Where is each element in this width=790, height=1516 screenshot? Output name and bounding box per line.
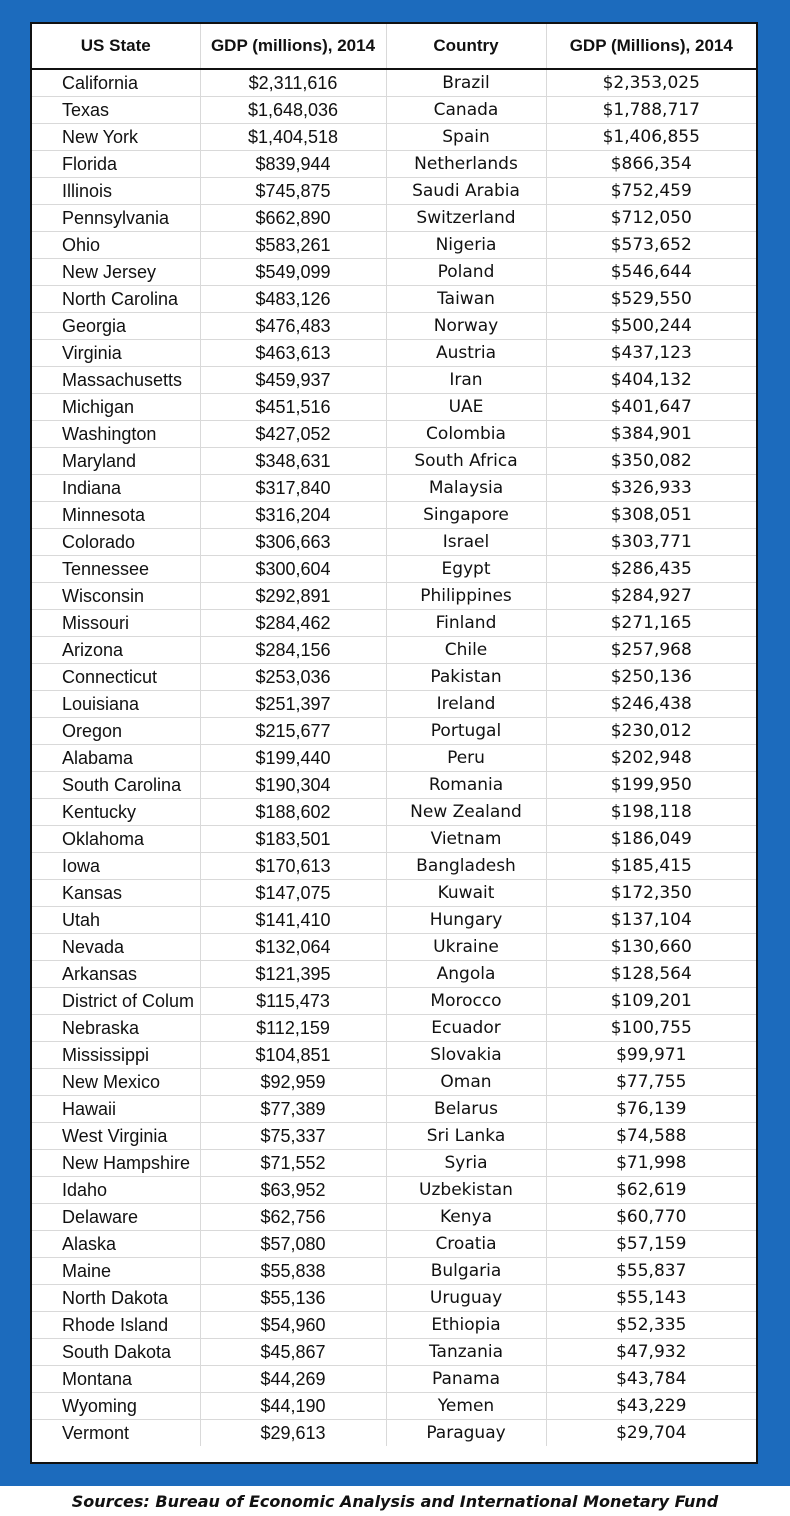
- table-header-row: [32, 24, 756, 69]
- state-gdp-cell: $476,483: [200, 313, 386, 340]
- table-row: [32, 286, 756, 313]
- state-name-cell: Arizona: [32, 637, 200, 664]
- state-gdp-cell: $839,944: [200, 151, 386, 178]
- country-gdp-cell: $55,143: [546, 1285, 756, 1312]
- country-name-cell: Iran: [386, 367, 546, 394]
- state-name-cell: Wyoming: [32, 1393, 200, 1420]
- state-gdp-cell: $63,952: [200, 1177, 386, 1204]
- country-gdp-cell: $137,104: [546, 907, 756, 934]
- country-name-cell: Slovakia: [386, 1042, 546, 1069]
- country-name-cell: Philippines: [386, 583, 546, 610]
- table-row: [32, 1042, 756, 1069]
- state-name-cell: Hawaii: [32, 1096, 200, 1123]
- country-gdp-cell: $230,012: [546, 718, 756, 745]
- country-gdp-cell: $384,901: [546, 421, 756, 448]
- state-gdp-cell: $292,891: [200, 583, 386, 610]
- country-name-cell: Belarus: [386, 1096, 546, 1123]
- country-name-cell: Angola: [386, 961, 546, 988]
- country-name-cell: Singapore: [386, 502, 546, 529]
- state-gdp-cell: $1,648,036: [200, 97, 386, 124]
- table-row: [32, 529, 756, 556]
- state-name-cell: Maine: [32, 1258, 200, 1285]
- state-gdp-cell: $55,838: [200, 1258, 386, 1285]
- state-gdp-cell: $1,404,518: [200, 124, 386, 151]
- state-name-cell: Nevada: [32, 934, 200, 961]
- table-row: [32, 502, 756, 529]
- country-name-cell: Nigeria: [386, 232, 546, 259]
- state-name-cell: Alaska: [32, 1231, 200, 1258]
- country-gdp-cell: $57,159: [546, 1231, 756, 1258]
- country-gdp-cell: $529,550: [546, 286, 756, 313]
- table-row: [32, 178, 756, 205]
- country-gdp-cell: $271,165: [546, 610, 756, 637]
- state-gdp-cell: $199,440: [200, 745, 386, 772]
- table-body: [32, 69, 756, 1446]
- country-name-cell: New Zealand: [386, 799, 546, 826]
- country-name-cell: Ecuador: [386, 1015, 546, 1042]
- state-name-cell: Mississippi: [32, 1042, 200, 1069]
- country-gdp-cell: $71,998: [546, 1150, 756, 1177]
- state-name-cell: Florida: [32, 151, 200, 178]
- country-name-cell: Bulgaria: [386, 1258, 546, 1285]
- state-gdp-cell: $54,960: [200, 1312, 386, 1339]
- country-gdp-cell: $866,354: [546, 151, 756, 178]
- country-name-cell: Pakistan: [386, 664, 546, 691]
- state-gdp-cell: $253,036: [200, 664, 386, 691]
- country-name-cell: Romania: [386, 772, 546, 799]
- state-name-cell: Texas: [32, 97, 200, 124]
- state-gdp-cell: $77,389: [200, 1096, 386, 1123]
- table-row: [32, 1204, 756, 1231]
- table-row: [32, 313, 756, 340]
- state-name-cell: New Hampshire: [32, 1150, 200, 1177]
- state-name-cell: Minnesota: [32, 502, 200, 529]
- state-name-cell: Oklahoma: [32, 826, 200, 853]
- country-gdp-cell: $109,201: [546, 988, 756, 1015]
- country-name-cell: Uzbekistan: [386, 1177, 546, 1204]
- state-gdp-cell: $132,064: [200, 934, 386, 961]
- country-gdp-cell: $1,788,717: [546, 97, 756, 124]
- state-name-cell: Alabama: [32, 745, 200, 772]
- country-name-cell: Panama: [386, 1366, 546, 1393]
- country-name-cell: Portugal: [386, 718, 546, 745]
- header-us-state: US State: [32, 24, 200, 69]
- state-gdp-cell: $62,756: [200, 1204, 386, 1231]
- state-gdp-cell: $215,677: [200, 718, 386, 745]
- table-row: [32, 1339, 756, 1366]
- country-gdp-cell: $437,123: [546, 340, 756, 367]
- state-name-cell: Virginia: [32, 340, 200, 367]
- state-gdp-cell: $306,663: [200, 529, 386, 556]
- state-name-cell: North Dakota: [32, 1285, 200, 1312]
- country-gdp-cell: $286,435: [546, 556, 756, 583]
- country-name-cell: Croatia: [386, 1231, 546, 1258]
- table-row: [32, 97, 756, 124]
- country-gdp-cell: $172,350: [546, 880, 756, 907]
- country-name-cell: Paraguay: [386, 1420, 546, 1447]
- state-gdp-cell: $147,075: [200, 880, 386, 907]
- state-gdp-cell: $284,156: [200, 637, 386, 664]
- country-gdp-cell: $712,050: [546, 205, 756, 232]
- table-row: [32, 1123, 756, 1150]
- state-name-cell: Delaware: [32, 1204, 200, 1231]
- state-name-cell: Michigan: [32, 394, 200, 421]
- table-row: [32, 988, 756, 1015]
- country-gdp-cell: $500,244: [546, 313, 756, 340]
- table-row: [32, 880, 756, 907]
- table-row: [32, 1285, 756, 1312]
- state-gdp-cell: $300,604: [200, 556, 386, 583]
- country-name-cell: Ukraine: [386, 934, 546, 961]
- country-name-cell: Israel: [386, 529, 546, 556]
- country-name-cell: Vietnam: [386, 826, 546, 853]
- table-row: [32, 637, 756, 664]
- table-row: [32, 961, 756, 988]
- state-name-cell: Vermont: [32, 1420, 200, 1447]
- table-row: [32, 799, 756, 826]
- country-name-cell: South Africa: [386, 448, 546, 475]
- state-name-cell: Oregon: [32, 718, 200, 745]
- country-name-cell: Norway: [386, 313, 546, 340]
- state-name-cell: Utah: [32, 907, 200, 934]
- table-row: [32, 718, 756, 745]
- country-name-cell: Netherlands: [386, 151, 546, 178]
- state-gdp-cell: $188,602: [200, 799, 386, 826]
- country-name-cell: Saudi Arabia: [386, 178, 546, 205]
- country-gdp-cell: $308,051: [546, 502, 756, 529]
- country-name-cell: Yemen: [386, 1393, 546, 1420]
- country-gdp-cell: $43,784: [546, 1366, 756, 1393]
- state-gdp-cell: $141,410: [200, 907, 386, 934]
- state-gdp-cell: $662,890: [200, 205, 386, 232]
- country-name-cell: Brazil: [386, 69, 546, 97]
- table-row: [32, 340, 756, 367]
- table-row: [32, 475, 756, 502]
- state-name-cell: West Virginia: [32, 1123, 200, 1150]
- country-name-cell: Hungary: [386, 907, 546, 934]
- country-name-cell: Chile: [386, 637, 546, 664]
- state-gdp-cell: $583,261: [200, 232, 386, 259]
- country-name-cell: Uruguay: [386, 1285, 546, 1312]
- table-row: [32, 826, 756, 853]
- state-name-cell: Iowa: [32, 853, 200, 880]
- state-name-cell: Washington: [32, 421, 200, 448]
- table-row: [32, 151, 756, 178]
- country-gdp-cell: $62,619: [546, 1177, 756, 1204]
- state-gdp-cell: $251,397: [200, 691, 386, 718]
- state-gdp-cell: $284,462: [200, 610, 386, 637]
- country-gdp-cell: $100,755: [546, 1015, 756, 1042]
- table-row: [32, 745, 756, 772]
- table-row: [32, 394, 756, 421]
- country-gdp-cell: $47,932: [546, 1339, 756, 1366]
- state-gdp-cell: $55,136: [200, 1285, 386, 1312]
- state-name-cell: Massachusetts: [32, 367, 200, 394]
- state-name-cell: California: [32, 69, 200, 97]
- state-name-cell: Ohio: [32, 232, 200, 259]
- state-name-cell: Illinois: [32, 178, 200, 205]
- state-name-cell: New Jersey: [32, 259, 200, 286]
- country-name-cell: Tanzania: [386, 1339, 546, 1366]
- state-gdp-cell: $44,190: [200, 1393, 386, 1420]
- state-name-cell: Montana: [32, 1366, 200, 1393]
- table-row: [32, 583, 756, 610]
- state-name-cell: Louisiana: [32, 691, 200, 718]
- state-gdp-cell: $112,159: [200, 1015, 386, 1042]
- country-gdp-cell: $2,353,025: [546, 69, 756, 97]
- state-name-cell: North Carolina: [32, 286, 200, 313]
- country-gdp-cell: $250,136: [546, 664, 756, 691]
- country-gdp-cell: $29,704: [616, 1423, 687, 1443]
- state-gdp-cell: $190,304: [200, 772, 386, 799]
- country-gdp-cell: $60,770: [546, 1204, 756, 1231]
- country-name-cell: Kenya: [386, 1204, 546, 1231]
- country-gdp-cell: $752,459: [546, 178, 756, 205]
- country-name-cell: Canada: [386, 97, 546, 124]
- country-name-cell: Austria: [386, 340, 546, 367]
- state-name-cell: Wisconsin: [32, 583, 200, 610]
- country-gdp-cell: $199,950: [546, 772, 756, 799]
- state-name-cell: Missouri: [32, 610, 200, 637]
- country-name-cell: Kuwait: [386, 880, 546, 907]
- table-row: [32, 421, 756, 448]
- table-row: [32, 664, 756, 691]
- table-row: [32, 1150, 756, 1177]
- country-gdp-cell: $76,139: [546, 1096, 756, 1123]
- table-row: [32, 448, 756, 475]
- country-gdp-cell: $326,933: [546, 475, 756, 502]
- country-name-cell: Taiwan: [386, 286, 546, 313]
- country-gdp-cell: $128,564: [546, 961, 756, 988]
- state-name-cell: Tennessee: [32, 556, 200, 583]
- state-name-cell: South Dakota: [32, 1339, 200, 1366]
- country-gdp-cell: $77,755: [546, 1069, 756, 1096]
- state-gdp-cell: $57,080: [200, 1231, 386, 1258]
- country-name-cell: Ireland: [386, 691, 546, 718]
- country-gdp-cell: $198,118: [546, 799, 756, 826]
- table-row: [32, 907, 756, 934]
- state-gdp-cell: $459,937: [200, 367, 386, 394]
- state-gdp-cell: $2,311,616: [200, 69, 386, 97]
- country-gdp-cell: $284,927: [546, 583, 756, 610]
- country-name-cell: Colombia: [386, 421, 546, 448]
- state-name-cell: New York: [32, 124, 200, 151]
- country-name-cell: Spain: [386, 124, 546, 151]
- table-row: [32, 1069, 756, 1096]
- country-name-cell: Bangladesh: [386, 853, 546, 880]
- country-gdp-cell: $99,971: [546, 1042, 756, 1069]
- header-state-gdp: GDP (millions), 2014: [200, 24, 386, 69]
- country-name-cell: Ethiopia: [386, 1312, 546, 1339]
- state-gdp-cell: $115,473: [200, 988, 386, 1015]
- table-row: [32, 69, 756, 97]
- country-gdp-cell: $186,049: [546, 826, 756, 853]
- state-name-cell: District of Colum: [32, 988, 200, 1015]
- country-name-cell: Malaysia: [386, 475, 546, 502]
- country-name-cell: Switzerland: [386, 205, 546, 232]
- state-name-cell: South Carolina: [32, 772, 200, 799]
- gdp-comparison-table: [32, 24, 756, 1446]
- country-gdp-cell: $573,652: [546, 232, 756, 259]
- state-gdp-cell: $183,501: [200, 826, 386, 853]
- state-name-cell: Indiana: [32, 475, 200, 502]
- table-row: [32, 1312, 756, 1339]
- table-row: [32, 1096, 756, 1123]
- state-gdp-cell: $348,631: [200, 448, 386, 475]
- state-gdp-cell: $75,337: [200, 1123, 386, 1150]
- country-gdp-cell: $401,647: [546, 394, 756, 421]
- state-name-cell: Georgia: [32, 313, 200, 340]
- state-gdp-cell: $92,959: [200, 1069, 386, 1096]
- country-gdp-cell: $202,948: [546, 745, 756, 772]
- country-gdp-cell: $303,771: [546, 529, 756, 556]
- table-row: [32, 853, 756, 880]
- table-row: [32, 259, 756, 286]
- gdp-table-sheet: [30, 22, 758, 1464]
- country-name-cell: Sri Lanka: [386, 1123, 546, 1150]
- state-name-cell: Idaho: [32, 1177, 200, 1204]
- country-name-cell: Peru: [386, 745, 546, 772]
- state-gdp-cell: $71,552: [200, 1150, 386, 1177]
- country-name-cell: UAE: [386, 394, 546, 421]
- state-name-cell: Kentucky: [32, 799, 200, 826]
- table-row: [32, 934, 756, 961]
- table-row: [32, 232, 756, 259]
- country-name-cell: Egypt: [386, 556, 546, 583]
- country-gdp-cell: $1,406,855: [546, 124, 756, 151]
- table-row: [32, 1177, 756, 1204]
- state-gdp-cell: $104,851: [200, 1042, 386, 1069]
- table-row: [32, 772, 756, 799]
- table-row: [32, 1393, 756, 1420]
- state-name-cell: Rhode Island: [32, 1312, 200, 1339]
- table-row: [32, 367, 756, 394]
- table-row: [32, 1231, 756, 1258]
- state-name-cell: Arkansas: [32, 961, 200, 988]
- state-name-cell: Maryland: [32, 448, 200, 475]
- country-name-cell: Syria: [386, 1150, 546, 1177]
- state-gdp-cell: $121,395: [200, 961, 386, 988]
- country-gdp-cell: $246,438: [546, 691, 756, 718]
- table-row: [32, 1366, 756, 1393]
- country-gdp-cell: $130,660: [546, 934, 756, 961]
- table-row: [32, 556, 756, 583]
- state-name-cell: Pennsylvania: [32, 205, 200, 232]
- country-name-cell: Morocco: [386, 988, 546, 1015]
- table-row: [32, 1015, 756, 1042]
- country-gdp-cell: $350,082: [546, 448, 756, 475]
- state-gdp-cell: $451,516: [200, 394, 386, 421]
- state-name-cell: Kansas: [32, 880, 200, 907]
- state-name-cell: Colorado: [32, 529, 200, 556]
- table-row: [32, 124, 756, 151]
- state-name-cell: New Mexico: [32, 1069, 200, 1096]
- state-gdp-cell: $316,204: [200, 502, 386, 529]
- state-gdp-cell: $463,613: [200, 340, 386, 367]
- state-gdp-cell: $29,613: [200, 1420, 386, 1447]
- state-gdp-cell: $745,875: [200, 178, 386, 205]
- country-gdp-cell: $404,132: [546, 367, 756, 394]
- country-gdp-cell: $185,415: [546, 853, 756, 880]
- state-gdp-cell: $44,269: [200, 1366, 386, 1393]
- state-gdp-cell: $549,099: [200, 259, 386, 286]
- country-name-cell: Finland: [386, 610, 546, 637]
- country-gdp-cell: $52,335: [546, 1312, 756, 1339]
- country-gdp-cell: $546,644: [546, 259, 756, 286]
- country-name-cell: Poland: [386, 259, 546, 286]
- country-gdp-cell: $74,588: [546, 1123, 756, 1150]
- table-row: [32, 691, 756, 718]
- header-country: Country: [386, 24, 546, 69]
- table-row: [32, 1420, 756, 1447]
- state-gdp-cell: $170,613: [200, 853, 386, 880]
- header-country-gdp: GDP (Millions), 2014: [546, 24, 756, 69]
- table-row: [32, 1258, 756, 1285]
- country-name-cell: Oman: [386, 1069, 546, 1096]
- state-gdp-cell: $317,840: [200, 475, 386, 502]
- state-gdp-cell: $427,052: [200, 421, 386, 448]
- country-gdp-cell: $43,229: [546, 1393, 756, 1420]
- state-name-cell: Connecticut: [32, 664, 200, 691]
- sources-caption: Sources: Bureau of Economic Analysis and International Monetary Fund: [71, 1492, 719, 1511]
- table-row: [32, 205, 756, 232]
- country-gdp-cell: $55,837: [546, 1258, 756, 1285]
- table-row: [32, 610, 756, 637]
- state-gdp-cell: $45,867: [200, 1339, 386, 1366]
- state-gdp-cell: $483,126: [200, 286, 386, 313]
- state-name-cell: Nebraska: [32, 1015, 200, 1042]
- country-gdp-cell: $257,968: [546, 637, 756, 664]
